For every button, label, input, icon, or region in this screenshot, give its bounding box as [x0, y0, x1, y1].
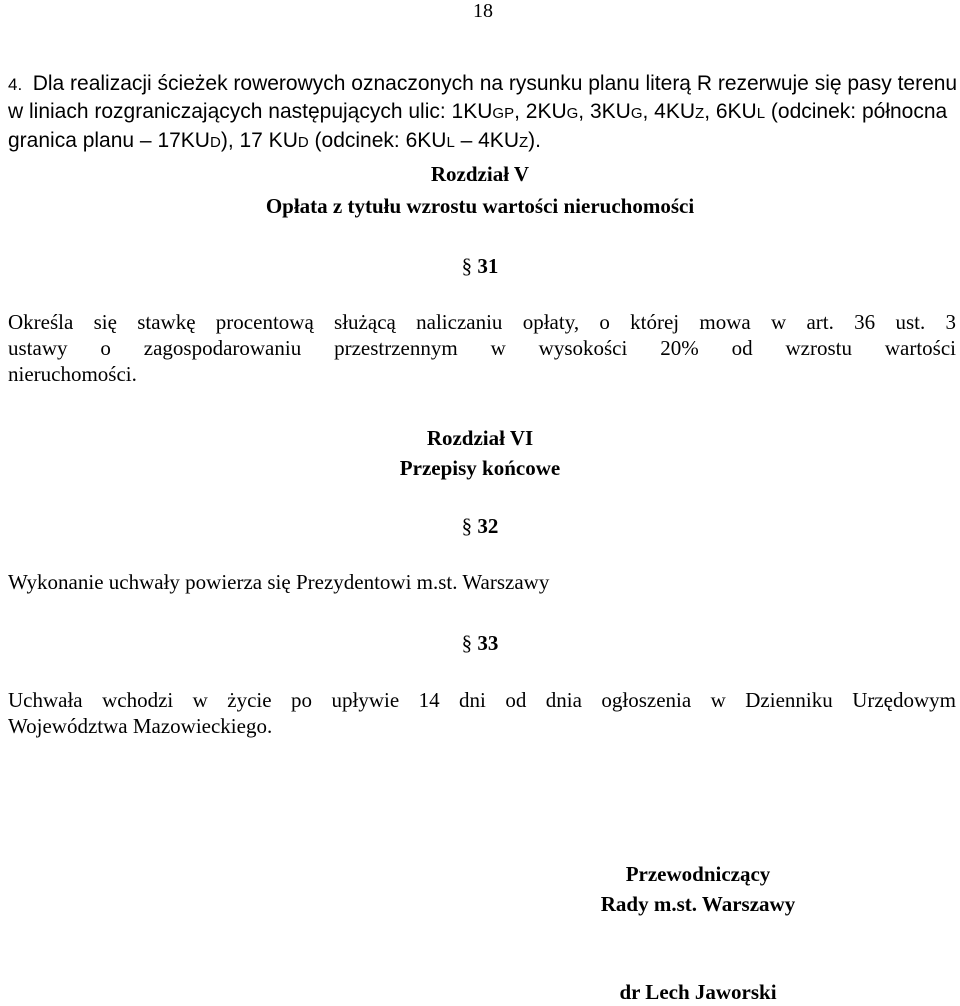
text-line: ustawy o zagospodarowaniu przestrzennym w wysokości 20% od wzrostu wartości [8, 336, 956, 360]
text-part: (odcinek: północna granica planu – 17KU [8, 100, 948, 152]
text-part: D [209, 134, 221, 151]
text-part: Z [518, 134, 529, 151]
text-part: , 6KU [704, 100, 757, 123]
section-sign-icon: § [461, 254, 473, 278]
signature-body: Rady m.st. Warszawy [600, 892, 796, 916]
text-line: Uchwała wchodzi w życie po upływie 14 dni od dnia ogłoszenia w Dzienniku Urzędowym [8, 688, 956, 712]
page-number: 18 [473, 0, 493, 22]
text-part: G [630, 105, 643, 122]
section-sign-icon: § [461, 514, 473, 538]
text-part: , 2KU [514, 100, 567, 123]
text-part: GP [492, 105, 515, 122]
section-number: 33 [477, 631, 499, 655]
text-part: Dla realizacji ścieżek rowerowych oznaczonych na rysunku planu literą R rezerwuje się pasy terenu w liniach rozgraniczających następujących ulic: 1KU [8, 72, 958, 123]
text-part: ), 17 KU [220, 129, 298, 152]
chapter-5-subtitle: Opłata z tytułu wzrostu wartości nieruchomości [265, 194, 695, 218]
section-number: 31 [477, 254, 499, 278]
text-part: L [446, 134, 455, 151]
section-32-text [8, 569, 956, 595]
text-part: L [756, 105, 766, 122]
signature-role: Przewodniczący [625, 862, 771, 886]
text-line: nieruchomości. [8, 362, 137, 386]
section-31-heading [0, 253, 960, 279]
text-part: – 4KU [454, 129, 519, 152]
text-line: Wykonanie uchwały powierza się Prezydentowi m.st. Warszawy [8, 570, 550, 594]
section-number: 32 [477, 514, 499, 538]
chapter-6-subtitle: Przepisy końcowe [399, 456, 561, 480]
text-part: , 4KU [642, 100, 696, 123]
section-33-heading [0, 630, 960, 656]
item-4-text [8, 72, 957, 152]
text-part: , 3KU [578, 100, 631, 123]
signature-name: dr Lech Jaworski [619, 980, 777, 1004]
text-line: Województwa Mazowieckiego. [8, 714, 273, 738]
section-33-text [8, 687, 956, 739]
chapter-5-title: Rozdział V [430, 162, 530, 186]
text-part: Z [695, 105, 705, 122]
section-32-heading [0, 513, 960, 539]
chapter-6-title: Rozdział VI [426, 426, 534, 450]
section-31-text [8, 309, 956, 387]
section-sign-icon: § [461, 631, 473, 655]
text-line: Określa się stawkę procentową służącą naliczaniu opłaty, o której mowa w art. 36 ust. 3 [8, 310, 956, 334]
item-number: 4. [8, 75, 23, 94]
text-part: G [566, 105, 579, 122]
item-4-paragraph [8, 70, 958, 156]
text-part: ). [528, 129, 541, 152]
text-part: D [297, 134, 309, 151]
text-part: (odcinek: 6KU [308, 129, 447, 152]
